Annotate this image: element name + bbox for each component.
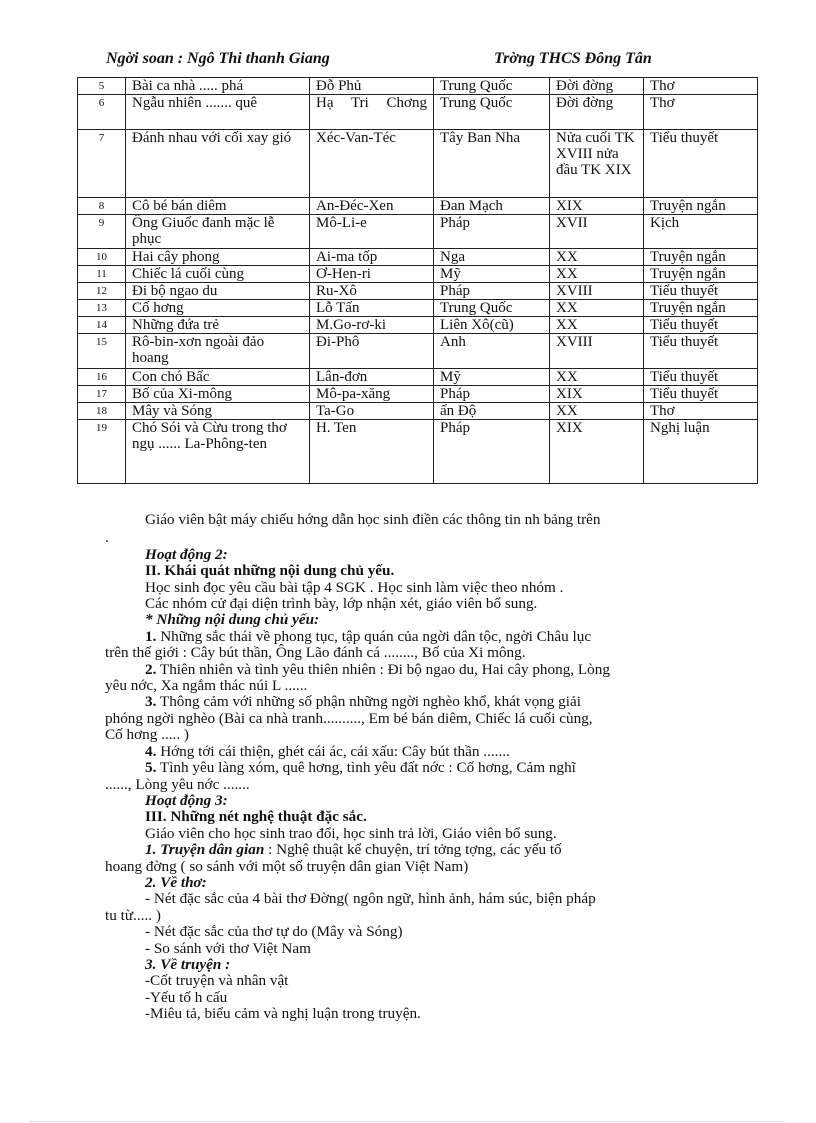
section-3-title: III. Những nét nghệ thuật đặc sắc.	[145, 808, 367, 826]
table-cell-era: XX	[550, 369, 644, 386]
section-3-line-1: Giáo viên cho học sinh trao đổi, học sinh trả lời, Giáo viên bổ sung.	[145, 824, 557, 842]
table-cell-country: Pháp	[434, 215, 550, 249]
table-cell-era: Đời đờng	[550, 95, 644, 130]
table-cell-title: Đi bộ ngao du	[126, 283, 310, 300]
table-cell-no: 12	[78, 283, 126, 300]
table-row	[78, 283, 758, 300]
table-cell-author: Lân-đơn	[310, 369, 434, 386]
table-cell-title: Bài ca nhà ..... phá	[126, 78, 310, 95]
item-5: 5. Tình yêu làng xóm, quê hơng, tình yêu đất nớc : Cố hơng, Cảm nghĩ	[145, 759, 576, 777]
author-line: Ngời soan : Ngô Thi thanh Giang	[106, 50, 330, 67]
table-cell-era: XIX	[550, 198, 644, 215]
table-cell-genre: Tiểu thuyết	[644, 283, 758, 300]
table-row	[78, 198, 758, 215]
table-cell-title: Đánh nhau với cối xay gió	[126, 130, 310, 198]
table-cell-author: Mô-pa-xăng	[310, 386, 434, 403]
table-cell-era: Đời đờng	[550, 78, 644, 95]
table-cell-country: Tây Ban Nha	[434, 130, 550, 198]
item-5-cont: ......, Lòng yêu nớc .......	[105, 775, 250, 793]
table-cell-country: Anh	[434, 334, 550, 369]
table-cell-no: 18	[78, 403, 126, 420]
table-cell-era: XX	[550, 317, 644, 334]
table-cell-genre: Tiểu thuyết	[644, 334, 758, 369]
table-row	[78, 78, 758, 95]
table-cell-no: 14	[78, 317, 126, 334]
table-cell-author: Ta-Go	[310, 403, 434, 420]
table-cell-author: Ru-Xô	[310, 283, 434, 300]
table-cell-genre: Truyện ngắn	[644, 198, 758, 215]
table-cell-country: Trung Quốc	[434, 300, 550, 317]
lesson-body	[105, 512, 745, 1023]
section-2-line-2: Các nhóm cử đại diện trình bày, lớp nhận xét, giáo viên bổ sung.	[145, 595, 538, 613]
table-cell-author: M.Go-rơ-ki	[310, 317, 434, 334]
poetry-line-1-cont: tu từ..... )	[105, 906, 161, 924]
table-cell-country: Liên Xô(cũ)	[434, 317, 550, 334]
table-cell-title: Hai cây phong	[126, 249, 310, 266]
table-cell-era: XVIII	[550, 283, 644, 300]
table-cell-no: 13	[78, 300, 126, 317]
table-cell-title: Rô-bin-xơn ngoài đảo hoang	[126, 334, 310, 369]
table-row	[78, 403, 758, 420]
table-cell-title: Ông Giuốc đanh mặc lễ phục	[126, 215, 310, 249]
table-cell-no: 17	[78, 386, 126, 403]
table-cell-title: Cố hơng	[126, 300, 310, 317]
table-cell-genre: Tiểu thuyết	[644, 386, 758, 403]
item-1: 1. Những sắc thái về phong tục, tập quán của ngời dân tộc, ngời Châu lục	[145, 627, 592, 645]
table-cell-title: Chiếc lá cuối cùng	[126, 266, 310, 283]
table-cell-author: H. Ten	[310, 420, 434, 484]
table-cell-author: Lỗ Tấn	[310, 300, 434, 317]
intro-dot: .	[105, 529, 109, 547]
table-cell-country: ấn Độ	[434, 403, 550, 420]
table-cell-no: 19	[78, 420, 126, 484]
table-row	[78, 334, 758, 369]
activity-2-heading: Hoạt động 2:	[145, 545, 228, 563]
table-row	[78, 130, 758, 198]
table-cell-author: Đỗ Phủ	[310, 78, 434, 95]
table-cell-no: 16	[78, 369, 126, 386]
page-bottom-rule	[30, 1121, 786, 1122]
table-cell-title: Chó Sói và Cừu trong thơ ngụ ...... La-Phông-ten	[126, 420, 310, 484]
literature-table	[77, 77, 758, 484]
table-cell-author: Xéc-Van-Téc	[310, 130, 434, 198]
table-cell-era: XX	[550, 300, 644, 317]
table-cell-genre: Truyện ngắn	[644, 266, 758, 283]
item-3-cont-2: Cố hơng ..... )	[105, 726, 189, 744]
table-cell-author: Ơ-Hen-ri	[310, 266, 434, 283]
table-row	[78, 266, 758, 283]
table-cell-genre: Truyện ngắn	[644, 300, 758, 317]
table-cell-title: Bố của Xi-mông	[126, 386, 310, 403]
page-header	[106, 50, 726, 70]
table-row	[78, 369, 758, 386]
table-cell-country: Trung Quốc	[434, 78, 550, 95]
table-cell-country: Nga	[434, 249, 550, 266]
table-cell-author: Mô-Li-e	[310, 215, 434, 249]
table-cell-country: Pháp	[434, 283, 550, 300]
table-cell-era: XX	[550, 249, 644, 266]
table-cell-country: Trung Quốc	[434, 95, 550, 130]
table-cell-title: Ngẫu nhiên ....... quê	[126, 95, 310, 130]
table-row	[78, 386, 758, 403]
table-cell-no: 5	[78, 78, 126, 95]
poetry-heading: 2. Về thơ:	[145, 873, 207, 891]
intro-text: Giáo viên bật máy chiếu hớng dẫn học sinh điền các thông tin nh bảng trên	[145, 511, 601, 528]
stories-line-3: -Miêu tả, biểu cảm và nghị luận trong truyện.	[145, 1005, 421, 1023]
item-3-cont: phóng ngời nghèo (Bài ca nhà tranh.........., Em bé bán diêm, Chiếc lá cuối cùng,	[105, 709, 593, 727]
poetry-line-3: - So sánh với thơ Việt Nam	[145, 939, 311, 957]
table-row	[78, 95, 758, 130]
table-cell-era: XX	[550, 266, 644, 283]
main-contents-subheading: * Những nội dung chủ yếu:	[145, 611, 320, 629]
table-cell-author: Hạ Tri Chơng	[310, 95, 434, 130]
table-cell-no: 15	[78, 334, 126, 369]
item-3: 3. Thông cảm với những số phận những ngời nghèo khổ, khát vọng giải	[145, 693, 581, 711]
table-cell-genre: Thơ	[644, 403, 758, 420]
folk-tale-point: 1. Truyện dân gian : Nghệ thuật kể chuyện, trí tởng tợng, các yếu tố	[145, 841, 562, 859]
table-cell-no: 6	[78, 95, 126, 130]
table-cell-era: XIX	[550, 386, 644, 403]
poetry-line-1: - Nét đặc sắc của 4 bài thơ Đờng( ngôn ngữ, hình ảnh, hám súc, biện pháp	[145, 890, 596, 908]
table-row	[78, 215, 758, 249]
table-cell-no: 9	[78, 215, 126, 249]
table-cell-era: Nửa cuối TK XVIII nửa đầu TK XIX	[550, 130, 644, 198]
item-2-cont: yêu nớc, Xa ngắm thác núi L ......	[105, 677, 308, 695]
table-cell-genre: Truyện ngắn	[644, 249, 758, 266]
item-2: 2. Thiên nhiên và tình yêu thiên nhiên : Đi bộ ngao du, Hai cây phong, Lòng	[145, 660, 610, 678]
table-cell-country: Đan Mạch	[434, 198, 550, 215]
table-cell-title: Cô bé bán diêm	[126, 198, 310, 215]
item-1-cont: trên thế giới : Cây bút thần, Ông Lão đánh cá ........, Bố của Xi mông.	[105, 644, 526, 662]
table-cell-genre: Thơ	[644, 95, 758, 130]
stories-heading: 3. Về truyện :	[145, 955, 231, 973]
section-2-line-1: Học sinh đọc yêu cầu bài tập 4 SGK . Học sinh làm việc theo nhóm .	[145, 578, 564, 596]
table-cell-country: Pháp	[434, 386, 550, 403]
stories-line-1: -Cốt truyện và nhân vật	[145, 972, 289, 990]
table-cell-era: XIX	[550, 420, 644, 484]
poetry-line-2: - Nét đặc sắc của thơ tự do (Mây và Sóng)	[145, 923, 403, 941]
table-cell-no: 7	[78, 130, 126, 198]
table-cell-author: Ai-ma tốp	[310, 249, 434, 266]
section-2-title: II. Khái quát những nội dung chủ yếu.	[145, 562, 395, 580]
table-cell-genre: Thơ	[644, 78, 758, 95]
table-cell-no: 11	[78, 266, 126, 283]
table-cell-country: Mỹ	[434, 369, 550, 386]
table-cell-author: Đi-Phô	[310, 334, 434, 369]
table-cell-title: Mây và Sóng	[126, 403, 310, 420]
table-cell-era: XVII	[550, 215, 644, 249]
table-cell-country: Mỹ	[434, 266, 550, 283]
table-row	[78, 317, 758, 334]
table-cell-author: An-Đéc-Xen	[310, 198, 434, 215]
table-row	[78, 420, 758, 484]
folk-tale-point-cont: hoang đờng ( so sánh với một số truyện dân gian Việt Nam)	[105, 857, 469, 875]
table-cell-genre: Tiểu thuyết	[644, 317, 758, 334]
table-row	[78, 249, 758, 266]
school-line: Trờng THCS Đông Tân	[494, 50, 652, 67]
table-cell-genre: Tiểu thuyết	[644, 369, 758, 386]
stories-line-2: -Yếu tố h cấu	[145, 988, 228, 1006]
table-cell-era: XX	[550, 403, 644, 420]
table-cell-country: Pháp	[434, 420, 550, 484]
table-cell-title: Những đứa trẻ	[126, 317, 310, 334]
activity-3-heading: Hoạt động 3:	[145, 791, 228, 809]
table-cell-era: XVIII	[550, 334, 644, 369]
table-cell-genre: Nghị luận	[644, 420, 758, 484]
table-cell-genre: Tiểu thuyết	[644, 130, 758, 198]
table-cell-no: 10	[78, 249, 126, 266]
table-row	[78, 300, 758, 317]
table-cell-no: 8	[78, 198, 126, 215]
table-cell-genre: Kịch	[644, 215, 758, 249]
item-4: 4. Hớng tới cái thiện, ghét cái ác, cái xấu: Cây bút thần .......	[145, 742, 510, 760]
table-cell-title: Con chó Bấc	[126, 369, 310, 386]
